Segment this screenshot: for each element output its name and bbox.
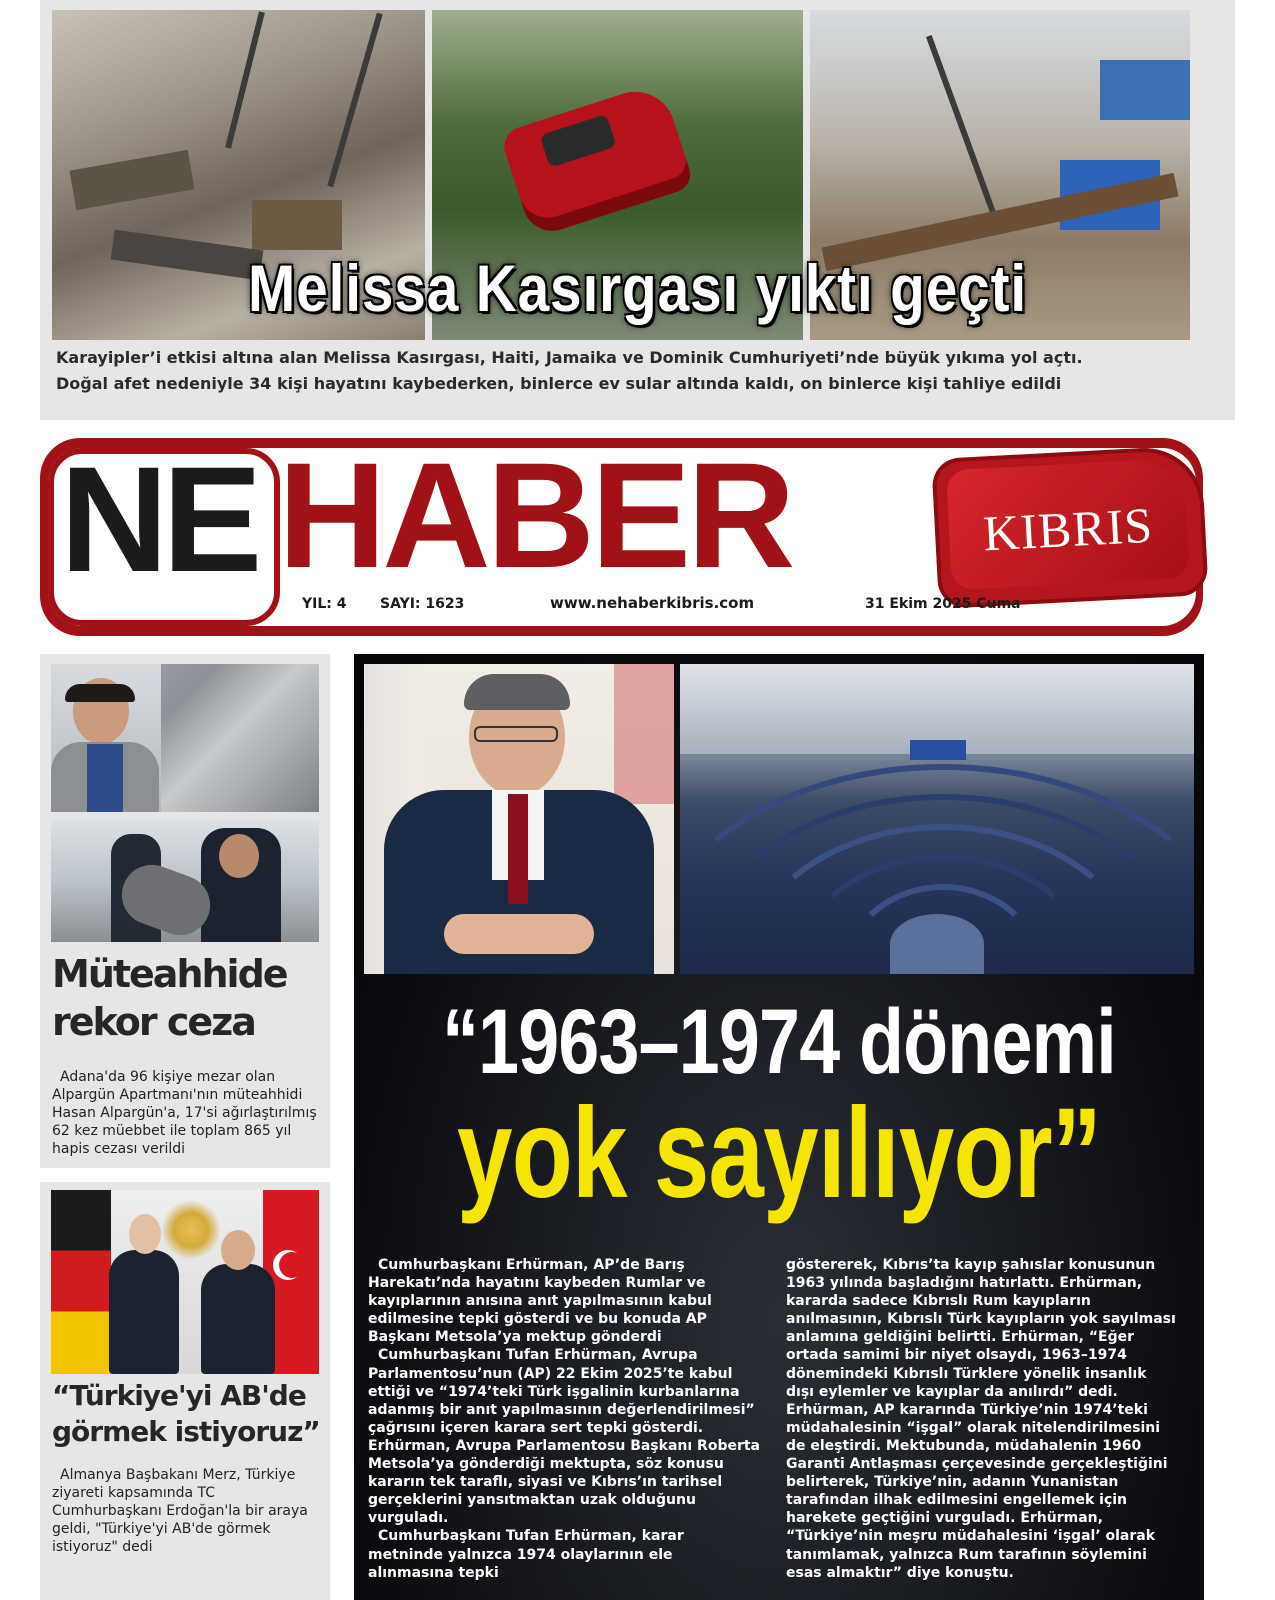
side-story-eu[interactable] xyxy=(40,1182,330,1600)
top-story-summary-line-1: Karayipler’i etkisi altına alan Melissa Kasırgası, Haiti, Jamaika ve Dominik Cumhuriyeti’nde büyük yıkıma yol açtı. xyxy=(56,348,1083,367)
top-story-headline[interactable]: Melissa Kasırgası yıktı geçti xyxy=(248,251,1027,325)
issue-number: SAYI: 1623 xyxy=(380,596,465,612)
eu-headline[interactable]: “Türkiye'yi AB'de görmek istiyoruz” xyxy=(52,1379,320,1448)
contractor-portrait-photo xyxy=(51,664,319,812)
main-body-column-left xyxy=(368,1256,760,1582)
leaders-handshake-photo xyxy=(51,1190,319,1374)
main-headline-line-2[interactable]: yok sayılıyor” xyxy=(457,1082,1101,1225)
logo-kibris-badge xyxy=(931,445,1208,609)
masthead xyxy=(40,431,1203,636)
logo-kibris-text: KIBRIS xyxy=(981,496,1155,562)
main-body-paragraph: Cumhurbaşkanı Tufan Erhürman, karar metninde yalnızca 1974 olaylarının ele alınmasına tepki xyxy=(368,1528,684,1581)
main-body-paragraph: Cumhurbaşkanı Tufan Erhürman, Avrupa Parlamentosu’nun (AP) 22 Ekim 2025’te kabul ettiği ve “1974’teki Türk işgalinin kurbanlarına adanmış bir anıt yapılmasının değerlendirilmesi” çağrısını içeren karara sert tepki gösterdi. Erhürman, Avrupa Parlamentosu Başkanı Roberta Metsola’ya gönderdiği mektupta, söz konusu kararın tek taraflı, siyasi ve Kıbrıs’ın tarihsel gerçeklerini yansıtmaktan uzak olduğunu vurguladı. xyxy=(368,1347,760,1527)
eu-text: Almanya Başbakanı Merz, Türkiye ziyareti kapsamında TC Cumhurbaşkanı Erdoğan'la bir araya geldi, "Türkiye'yi AB'de görmek istiyoruz" dedi xyxy=(52,1467,308,1555)
arrest-photo xyxy=(51,820,319,942)
european-parliament-photo xyxy=(680,664,1194,974)
top-story-summary-line-2: Doğal afet nedeniyle 34 kişi hayatını kaybederken, binlerce ev sular altında kaldı, on binlerce kişi tahliye edildi xyxy=(56,374,1062,393)
logo-ne: NE xyxy=(60,435,257,603)
contractor-headline[interactable]: Müteahhide rekor ceza xyxy=(52,952,287,1044)
top-story-banner[interactable] xyxy=(40,0,1235,420)
main-body-paragraph: göstererek, Kıbrıs’ta kayıp şahıslar konusunun 1963 yılında başladığını hatırlattı. Erhürman, kararda sadece Kıbrıslı Rum kayıpların anılmasının, Kıbrıslı Türk kayıpların yok sayılması anlamına geldiğini belirtti. Erhürman, “Eğer ortada samimi bir niyet olsaydı, 1963–1974 dönemindeki Kıbrıslı Türklere yönelik insanlık dışı eylemler ve kayıplar da anılırdı” dedi. Erhürman, AP kararında Türkiye’nin 1974’teki müdahalesinin “işgal” olarak nitelendirilmesini de eleştirdi. Mektubunda, müdahalenin 1960 Garanti Antlaşması çerçevesinde gerçekleştiğini belirterek, Türkiye’nin, adanın Yunanistan tarafından ilhak edilmesini engellemek için harekete geçtiğini vurguladı. Erhürman, “Türkiye’nin meşru müdahalesini ‘işgal’ olarak tanımlamak, yalnızca Rum tarafının söylemini esas almaktır” diye konuştu. xyxy=(786,1257,1176,1581)
contractor-text: Adana'da 96 kişiye mezar olan Alpargün Apartmanı'nın müteahhidi Hasan Alpargün'a, 17'si ağırlaştırılmış 62 kez müebbet ile toplam 865 yıl hapis cezası verildi xyxy=(52,1069,317,1157)
issue-date: 31 Ekim 2025 Cuma xyxy=(865,596,1021,612)
erhurman-portrait-photo xyxy=(364,664,674,974)
main-body-column-right xyxy=(786,1256,1178,1582)
main-body-paragraph: Cumhurbaşkanı Erhürman, AP’de Barış Harekatı’nda hayatını kaybeden Rumlar ve kayıplarının anısına anıt yapılmasının kabul edilmesine tepki gösterdi ve bu konuda AP Başkanı Metsola’ya mektup gönderdi xyxy=(368,1257,712,1346)
german-flag xyxy=(51,1190,111,1374)
side-story-contractor[interactable] xyxy=(40,654,330,1168)
website-link[interactable]: www.nehaberkibris.com xyxy=(550,594,755,612)
main-headline-line-1[interactable]: “1963–1974 dönemi xyxy=(442,991,1116,1093)
issue-year: YIL: 4 xyxy=(302,596,347,612)
top-story-summary xyxy=(56,345,1226,397)
logo-haber: HABER xyxy=(278,431,792,599)
main-story[interactable] xyxy=(354,654,1204,1600)
issue-info-bar xyxy=(280,596,1180,618)
